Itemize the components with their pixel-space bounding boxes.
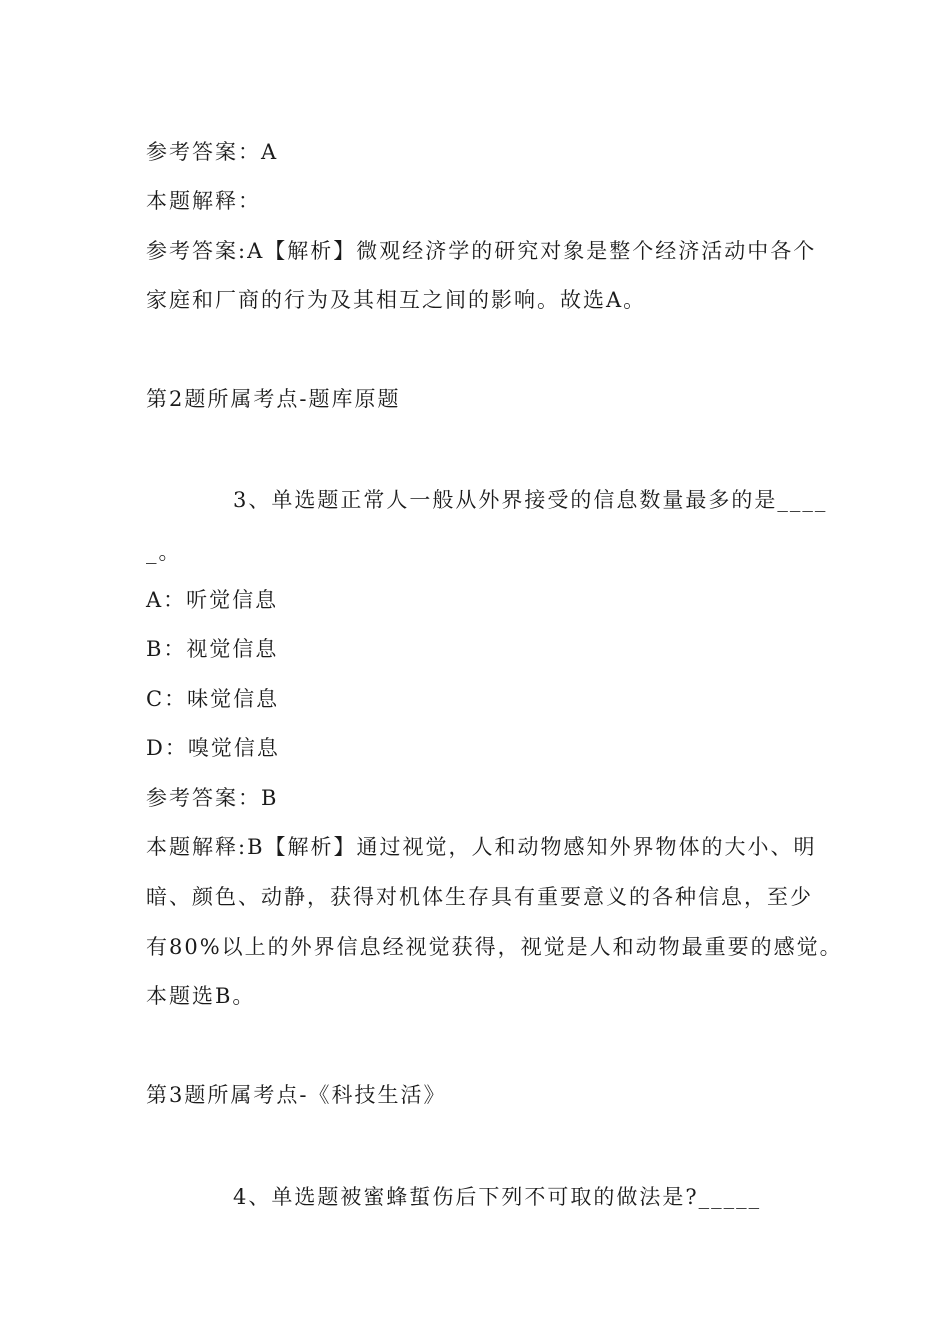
q3-option-c: C：味觉信息	[146, 687, 280, 711]
q3-option-d: D：嗅觉信息	[146, 736, 280, 760]
q2-explain-line-1: 参考答案:A【解析】微观经济学的研究对象是整个经济活动中各个	[146, 239, 817, 263]
q3-answer: 参考答案：B	[146, 786, 279, 810]
q3-question-line-2: _。	[146, 540, 182, 564]
q3-explain-line-4: 本题选B。	[146, 984, 256, 1008]
q2-topic: 第2题所属考点-题库原题	[146, 387, 401, 411]
q4-question-line-1: 4、单选题被蜜蜂蜇伤后下列不可取的做法是?_____	[233, 1185, 762, 1209]
q3-option-b: B：视觉信息	[146, 637, 279, 661]
q3-question-line-1: 3、单选题正常人一般从外界接受的信息数量最多的是____	[233, 488, 828, 512]
q2-explain-line-2: 家庭和厂商的行为及其相互之间的影响。故选A。	[146, 288, 647, 312]
q3-topic: 第3题所属考点-《科技生活》	[146, 1083, 447, 1107]
q3-explain-line-3: 有80%以上的外界信息经视觉获得，视觉是人和动物最重要的感觉。	[146, 935, 843, 959]
q2-explain-label: 本题解释：	[146, 189, 261, 213]
q2-answer: 参考答案：A	[146, 140, 279, 164]
q3-explain-line-1: 本题解释:B【解析】通过视觉，人和动物感知外界物体的大小、明	[146, 835, 817, 859]
q3-explain-line-2: 暗、颜色、动静，获得对机体生存具有重要意义的各种信息，至少	[146, 885, 813, 909]
q3-option-a: A：听觉信息	[146, 588, 279, 612]
